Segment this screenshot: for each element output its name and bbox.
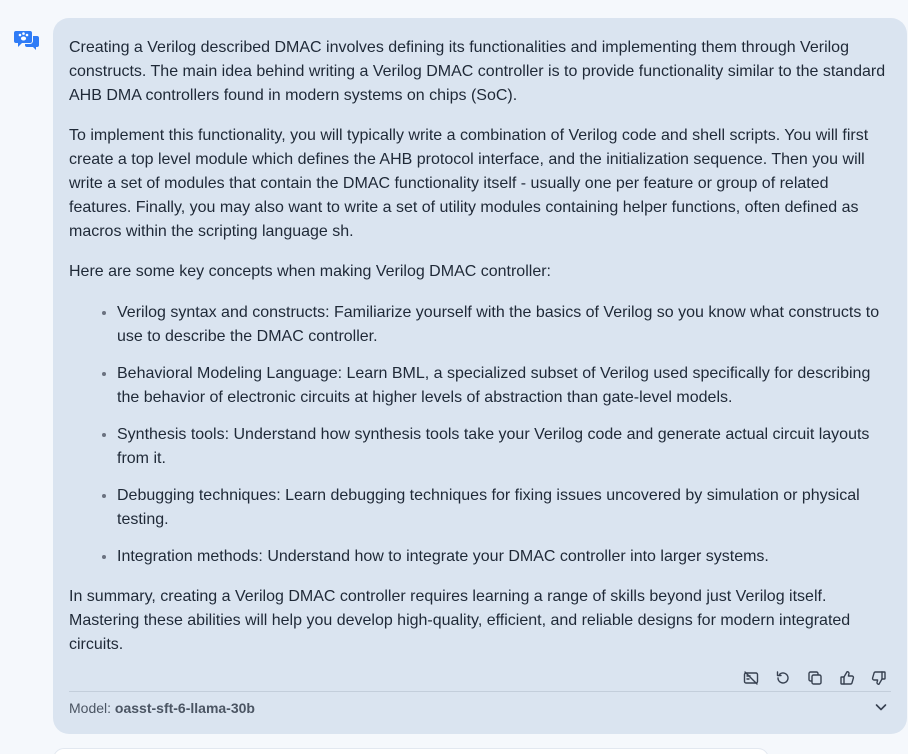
model-name: oasst-sft-6-llama-30b <box>114 700 255 716</box>
key-concepts-list <box>69 300 891 569</box>
model-info-row <box>69 698 891 718</box>
report-icon <box>743 670 759 686</box>
thumbs-down-button[interactable] <box>867 667 891 689</box>
thumbs-up-icon <box>839 670 855 686</box>
list-item: • Behavioral Modeling Language: Learn BML, a specialized subset of Verilog used specifically for describing the behavior of electronic circuits at higher levels of abstraction than gate-level models. <box>117 361 891 410</box>
assistant-avatar <box>14 28 40 52</box>
message-paragraph-1: Creating a Verilog described DMAC involves defining its functionalities and implementing them through Verilog constructs. The main idea behind writing a Verilog DMAC controller is to provide functionality similar to the standard AHB DMA controllers found in modern systems on chips (SoC). <box>69 39 886 104</box>
chevron-down-icon <box>874 700 888 717</box>
report-button[interactable] <box>739 667 763 689</box>
message-paragraph-3: Here are some key concepts when making Verilog DMAC controller: <box>69 263 551 280</box>
message-actions <box>739 667 891 689</box>
copy-button[interactable] <box>803 667 827 689</box>
assistant-chat-icon <box>14 28 40 52</box>
footer-divider <box>69 691 891 692</box>
message-body <box>69 36 891 657</box>
expand-model-info-button[interactable] <box>871 698 891 718</box>
list-item: • Synthesis tools: Understand how synthesis tools take your Verilog code and generate actual circuit layouts from it. <box>117 422 891 471</box>
list-item: • Verilog syntax and constructs: Familiarize yourself with the basics of Verilog so you know what constructs to use to describe the DMAC controller. <box>117 300 891 349</box>
thumbs-up-button[interactable] <box>835 667 859 689</box>
retry-icon <box>775 670 791 686</box>
next-message-card <box>53 748 769 754</box>
model-label: Model: <box>69 700 112 716</box>
model-info <box>69 700 255 716</box>
message-paragraph-2: To implement this functionality, you will typically write a combination of Verilog code and shell scripts. You will first create a top level module which defines the AHB protocol interface, and the initialization sequence. Then you will write a set of modules that contain the DMAC functionality itself - usually one per feature or group of related features. Finally, you may also want to write a set of utility modules containing helper functions, often defined as macros within the scripting language sh. <box>69 127 869 240</box>
message-summary: In summary, creating a Verilog DMAC controller requires learning a range of skills beyond just Verilog itself. Mastering these abilities will help you develop high-quality, efficient, and reliable designs for modern integrated circuits. <box>69 588 851 653</box>
thumbs-down-icon <box>871 670 887 686</box>
retry-button[interactable] <box>771 667 795 689</box>
list-item: • Integration methods: Understand how to integrate your DMAC controller into larger systems. <box>117 544 891 569</box>
list-item: • Debugging techniques: Learn debugging techniques for fixing issues uncovered by simulation or physical testing. <box>117 483 891 532</box>
assistant-message-card <box>53 18 907 734</box>
copy-icon <box>807 670 823 686</box>
